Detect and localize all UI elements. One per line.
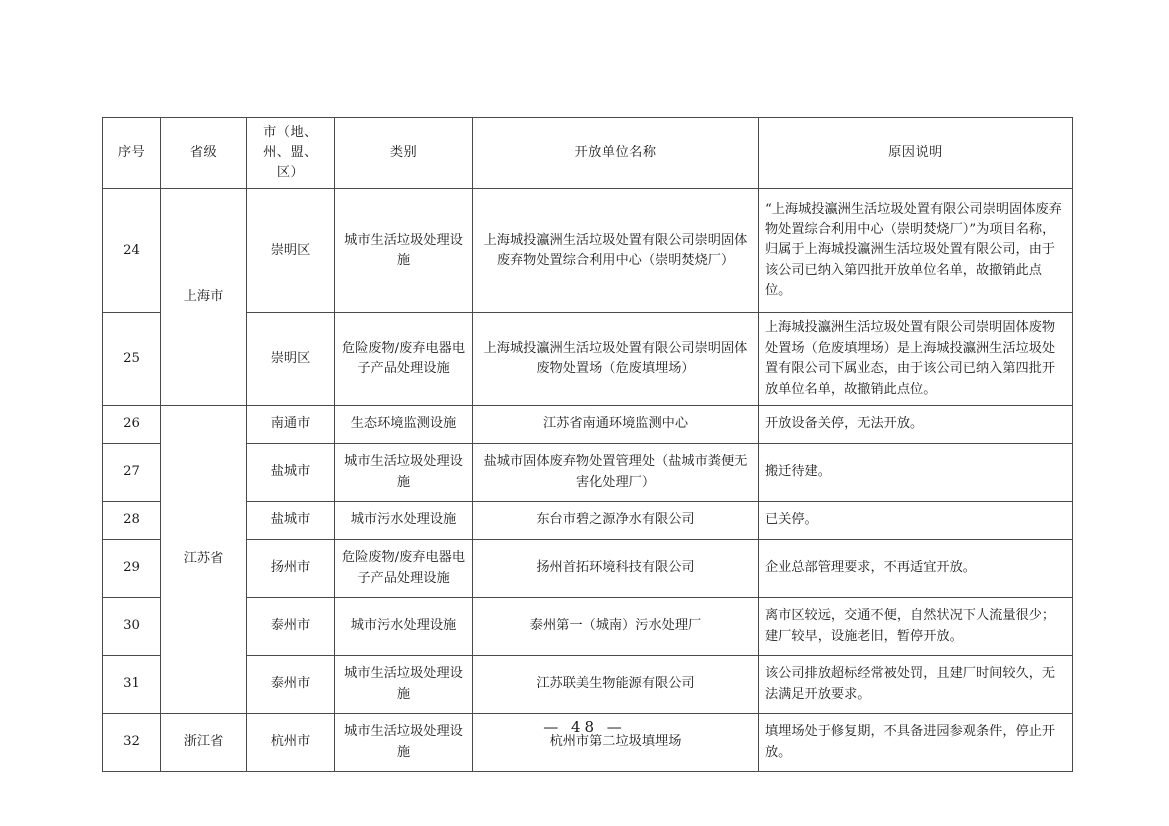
cell-category: 危险废物/废弃电器电子产品处理设施	[335, 540, 473, 598]
cell-unit-name: 杭州市第二垃圾填埋场	[473, 714, 759, 772]
cell-unit-name: 盐城市固体废弃物处置管理处（盐城市粪便无害化处理厂）	[473, 444, 759, 502]
cell-reason: 离市区较远，交通不便，自然状况下人流量很少；建厂较早，设施老旧，暂停开放。	[759, 598, 1073, 656]
column-header-city: 市（地、州、盟、区）	[247, 118, 335, 189]
table-row	[103, 540, 1073, 598]
cell-unit-name: 扬州首拓环境科技有限公司	[473, 540, 759, 598]
cell-city: 杭州市	[247, 714, 335, 772]
cell-category: 危险废物/废弃电器电子产品处理设施	[335, 313, 473, 406]
column-header-category: 类别	[335, 118, 473, 189]
cell-sequence: 27	[103, 444, 161, 502]
cell-unit-name: 泰州第一（城南）污水处理厂	[473, 598, 759, 656]
cell-category: 城市污水处理设施	[335, 598, 473, 656]
table-row	[103, 189, 1073, 313]
cell-category: 城市污水处理设施	[335, 502, 473, 540]
cell-sequence: 32	[103, 714, 161, 772]
cell-province: 上海市	[161, 189, 247, 406]
table-row	[103, 313, 1073, 406]
table-body	[103, 189, 1073, 772]
cell-sequence: 30	[103, 598, 161, 656]
cell-province: 浙江省	[161, 714, 247, 772]
open-units-table	[102, 117, 1073, 772]
cell-reason: 该公司排放超标经常被处罚，且建厂时间较久，无法满足开放要求。	[759, 656, 1073, 714]
cell-unit-name: 江苏联美生物能源有限公司	[473, 656, 759, 714]
cell-sequence: 28	[103, 502, 161, 540]
cell-sequence: 25	[103, 313, 161, 406]
cell-city: 盐城市	[247, 502, 335, 540]
cell-reason: 企业总部管理要求，不再适宜开放。	[759, 540, 1073, 598]
cell-unit-name: 上海城投瀛洲生活垃圾处置有限公司崇明固体废物处置场（危废填埋场）	[473, 313, 759, 406]
cell-category: 生态环境监测设施	[335, 406, 473, 444]
cell-sequence: 24	[103, 189, 161, 313]
table-header-row	[103, 118, 1073, 189]
cell-reason: 上海城投瀛洲生活垃圾处置有限公司崇明固体废物处置场（危废填埋场）是上海城投瀛洲生活垃圾处置有限公司下属业态，由于该公司已纳入第四批开放单位名单，故撤销此点位。	[759, 313, 1073, 406]
cell-reason: 填埋场处于修复期，不具备进园参观条件，停止开放。	[759, 714, 1073, 772]
cell-city: 南通市	[247, 406, 335, 444]
cell-reason: “上海城投瀛洲生活垃圾处置有限公司崇明固体废弃物处置综合利用中心（崇明焚烧厂）”为项目名称，归属于上海城投瀛洲生活垃圾处置有限公司，由于该公司已纳入第四批开放单位名单，故撤销此点位。	[759, 189, 1073, 313]
cell-city: 泰州市	[247, 656, 335, 714]
cell-sequence: 26	[103, 406, 161, 444]
cell-city: 崇明区	[247, 313, 335, 406]
table-row	[103, 598, 1073, 656]
cell-unit-name: 东台市碧之源净水有限公司	[473, 502, 759, 540]
column-header-province: 省级	[161, 118, 247, 189]
open-units-table-container	[102, 117, 1072, 772]
table-row	[103, 502, 1073, 540]
table-row	[103, 656, 1073, 714]
table-row	[103, 406, 1073, 444]
table-header	[103, 118, 1073, 189]
cell-sequence: 31	[103, 656, 161, 714]
cell-city: 崇明区	[247, 189, 335, 313]
page-number: — 48 —	[543, 718, 626, 736]
cell-city: 扬州市	[247, 540, 335, 598]
cell-sequence: 29	[103, 540, 161, 598]
cell-category: 城市生活垃圾处理设施	[335, 189, 473, 313]
cell-unit-name: 上海城投瀛洲生活垃圾处置有限公司崇明固体废弃物处置综合利用中心（崇明焚烧厂）	[473, 189, 759, 313]
cell-city: 盐城市	[247, 444, 335, 502]
column-header-sequence: 序号	[103, 118, 161, 189]
column-header-reason: 原因说明	[759, 118, 1073, 189]
cell-category: 城市生活垃圾处理设施	[335, 714, 473, 772]
cell-city: 泰州市	[247, 598, 335, 656]
cell-reason: 已关停。	[759, 502, 1073, 540]
table-row	[103, 444, 1073, 502]
column-header-unit-name: 开放单位名称	[473, 118, 759, 189]
cell-province: 江苏省	[161, 406, 247, 714]
cell-reason: 搬迁待建。	[759, 444, 1073, 502]
cell-reason: 开放设备关停，无法开放。	[759, 406, 1073, 444]
cell-category: 城市生活垃圾处理设施	[335, 444, 473, 502]
cell-category: 城市生活垃圾处理设施	[335, 656, 473, 714]
cell-unit-name: 江苏省南通环境监测中心	[473, 406, 759, 444]
